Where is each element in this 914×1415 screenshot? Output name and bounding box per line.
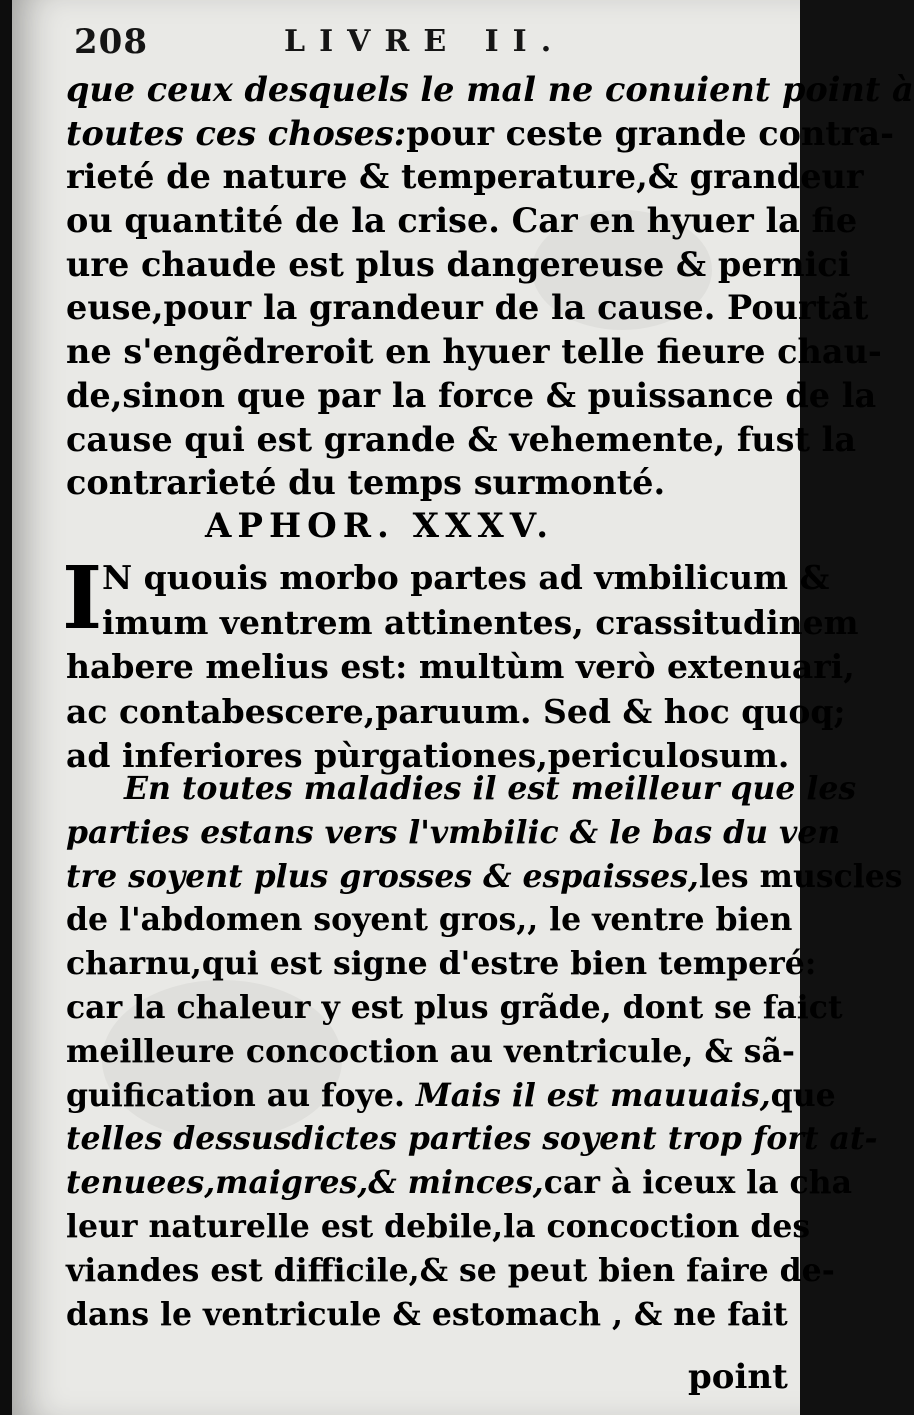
text-line	[66, 68, 914, 112]
roman-run: ou quantité de la crise. Car en hyuer la fie	[66, 201, 858, 241]
roman-run: contrarieté du temps surmonté.	[66, 463, 666, 503]
italic-run: telles dessusdictes parties soyent trop fort at-	[66, 1120, 878, 1158]
text-line	[66, 155, 864, 199]
roman-run: cause qui est grande & vehemente, fust la	[66, 419, 857, 459]
text-line	[66, 112, 895, 156]
text-line	[66, 418, 857, 462]
drop-initial: I	[62, 548, 103, 649]
text-line	[66, 898, 793, 942]
catchword: point	[688, 1357, 788, 1397]
text-line	[66, 1161, 852, 1205]
roman-run: dans le ventricule & estomach , & ne fait	[66, 1295, 788, 1333]
text-line	[66, 374, 877, 418]
roman-run: les muscles	[698, 857, 903, 895]
text-line	[66, 811, 841, 855]
roman-run: leur naturelle est debile,la concoction des	[66, 1207, 811, 1245]
aphorism-heading: APHOR. XXXV.	[205, 506, 555, 546]
roman-run: meilleure concoction au ventricule, & sã-	[66, 1032, 795, 1070]
italic-run: toutes ces choses:	[66, 113, 407, 153]
latin-aphorism	[62, 548, 859, 779]
latin-line: habere melius est: multùm verò extenuari,	[66, 647, 855, 686]
text-line	[66, 199, 858, 243]
text-line	[66, 243, 851, 287]
italic-run: tre soyent plus grosses & espaisses,	[66, 857, 699, 895]
page-header	[74, 22, 760, 62]
intro-paragraph	[66, 68, 914, 505]
text-line	[66, 1074, 836, 1118]
roman-run: car la chaleur y est plus grãde, dont se faict	[66, 988, 843, 1026]
roman-run: de,sinon que par la force & puissance de la	[66, 375, 877, 415]
running-head: LIVRE II.	[284, 24, 566, 59]
roman-run: ure chaude est plus dangereuse & pernici	[66, 244, 851, 284]
italic-run: tenuees,maigres,& minces,	[66, 1164, 544, 1202]
text-line	[66, 1293, 788, 1337]
french-commentary	[66, 767, 903, 1336]
latin-line: N quouis morbo partes ad vmbilicum &	[102, 558, 830, 597]
roman-run: guification au foye.	[66, 1076, 416, 1114]
roman-run: de l'abdomen soyent gros,, le ventre bien	[66, 901, 793, 939]
text-line	[66, 1030, 795, 1074]
text-line	[66, 767, 857, 811]
italic-run: Mais il est mauuais,	[415, 1076, 771, 1114]
text-line	[66, 1117, 878, 1161]
page-number: 208	[74, 22, 148, 62]
text-line	[66, 942, 817, 986]
roman-run: euse,pour la grandeur de la cause. Pourtãt	[66, 288, 869, 328]
roman-run: rieté de nature & temperature,& grandeur	[66, 157, 864, 197]
roman-run: pour ceste grande contra-	[406, 113, 895, 153]
roman-run: car à iceux la cha	[543, 1164, 852, 1202]
text-line	[66, 855, 903, 899]
text-line	[66, 1205, 811, 1249]
italic-run: que ceux desquels le mal ne conuient point à	[66, 70, 914, 109]
latin-line: ad inferiores pùrgationes,periculosum.	[66, 736, 790, 775]
latin-line: ac contabescere,paruum. Sed & hoc quoq;	[66, 691, 846, 731]
latin-line: imum ventrem attinentes, crassitudinem	[102, 602, 859, 642]
text-line	[66, 986, 843, 1030]
italic-run: parties estans vers l'vmbilic & le bas du ven	[66, 813, 841, 851]
roman-run: charnu,qui est signe d'estre bien temperé:	[66, 945, 817, 983]
italic-run: En toutes maladies il est meilleur que les	[124, 770, 857, 807]
text-line	[66, 461, 766, 505]
roman-run: que	[770, 1076, 836, 1114]
text-line	[66, 330, 882, 374]
text-line	[66, 286, 869, 330]
text-line	[66, 1249, 835, 1293]
page-gutter	[0, 0, 12, 1415]
roman-run: viandes est difficile,& se peut bien faire de-	[66, 1251, 835, 1289]
roman-run: ne s'engẽdreroit en hyuer telle fieure chau-	[66, 332, 882, 372]
